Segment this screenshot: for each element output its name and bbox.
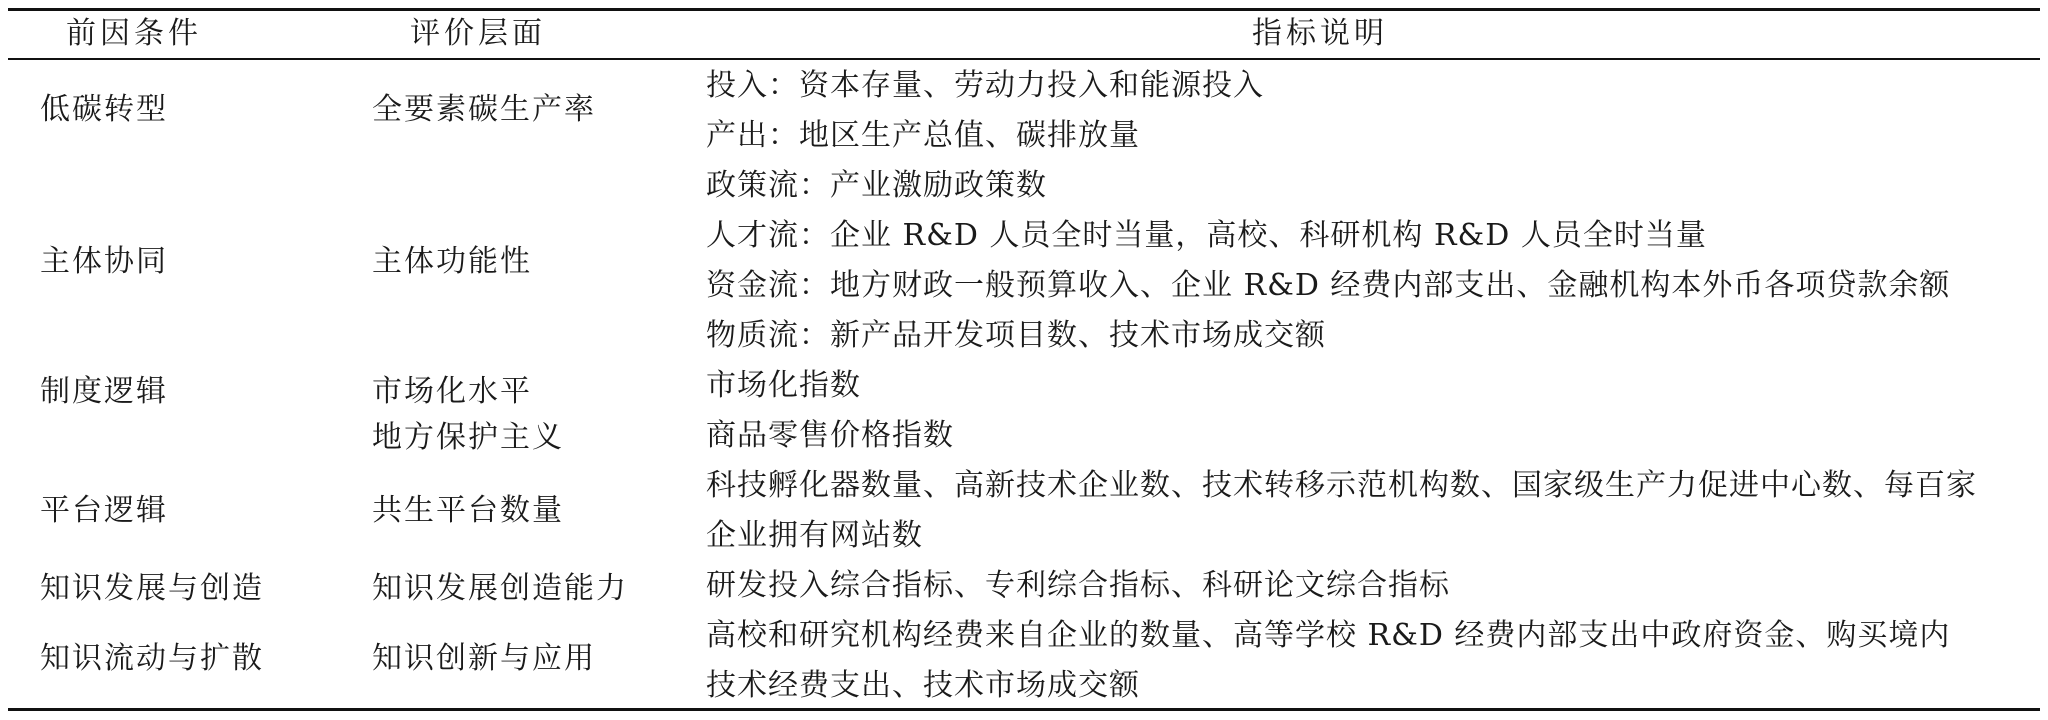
indicator-line: 产出：地区生产总值、碳排放量	[706, 118, 1140, 153]
condition-knowledge-creation: 知识发展与创造	[40, 571, 264, 606]
table-bottom-rule	[8, 708, 2040, 711]
condition-institutional-logic: 制度逻辑	[40, 374, 168, 409]
indicator-line: 资金流：地方财政一般预算收入、企业 R&D 经费内部支出、金融机构本外币各项贷款余额	[706, 268, 1951, 303]
level-total-factor-carbon-productivity: 全要素碳生产率	[372, 92, 596, 127]
indicator-line: 研发投入综合指标、专利综合指标、科研论文综合指标	[706, 568, 1450, 603]
indicator-line: 人才流：企业 R&D 人员全时当量，高校、科研机构 R&D 人员全时当量	[706, 218, 1707, 253]
header-evaluation-level: 评价层面	[410, 16, 546, 51]
level-symbiotic-platforms: 共生平台数量	[372, 493, 564, 528]
condition-platform-logic: 平台逻辑	[40, 493, 168, 528]
table-top-rule	[8, 8, 2040, 11]
level-local-protectionism: 地方保护主义	[372, 420, 564, 455]
indicator-line: 高校和研究机构经费来自企业的数量、高等学校 R&D 经费内部支出中政府资金、购买境内	[706, 618, 1951, 653]
condition-subject-synergy: 主体协同	[40, 244, 168, 279]
indicator-line: 企业拥有网站数	[706, 518, 923, 553]
level-subject-functionality: 主体功能性	[372, 244, 532, 279]
header-indicator-description: 指标说明	[1252, 16, 1388, 51]
indicator-line: 技术经费支出、技术市场成交额	[706, 668, 1140, 703]
table-header-rule	[8, 58, 2040, 60]
indicator-table	[8, 8, 2040, 712]
level-knowledge-innovation-application: 知识创新与应用	[372, 641, 596, 676]
indicator-line: 物质流：新产品开发项目数、技术市场成交额	[706, 318, 1326, 353]
indicator-line: 科技孵化器数量、高新技术企业数、技术转移示范机构数、国家级生产力促进中心数、每百家	[706, 468, 1977, 503]
level-marketization: 市场化水平	[372, 374, 532, 409]
indicator-line: 商品零售价格指数	[706, 418, 954, 453]
indicator-line: 政策流：产业激励政策数	[706, 168, 1047, 203]
indicator-line: 市场化指数	[706, 368, 861, 403]
level-knowledge-creation-capacity: 知识发展创造能力	[372, 571, 628, 606]
header-antecedent-condition: 前因条件	[66, 16, 202, 51]
condition-knowledge-diffusion: 知识流动与扩散	[40, 641, 264, 676]
indicator-line: 投入：资本存量、劳动力投入和能源投入	[706, 68, 1264, 103]
condition-low-carbon: 低碳转型	[40, 92, 168, 127]
